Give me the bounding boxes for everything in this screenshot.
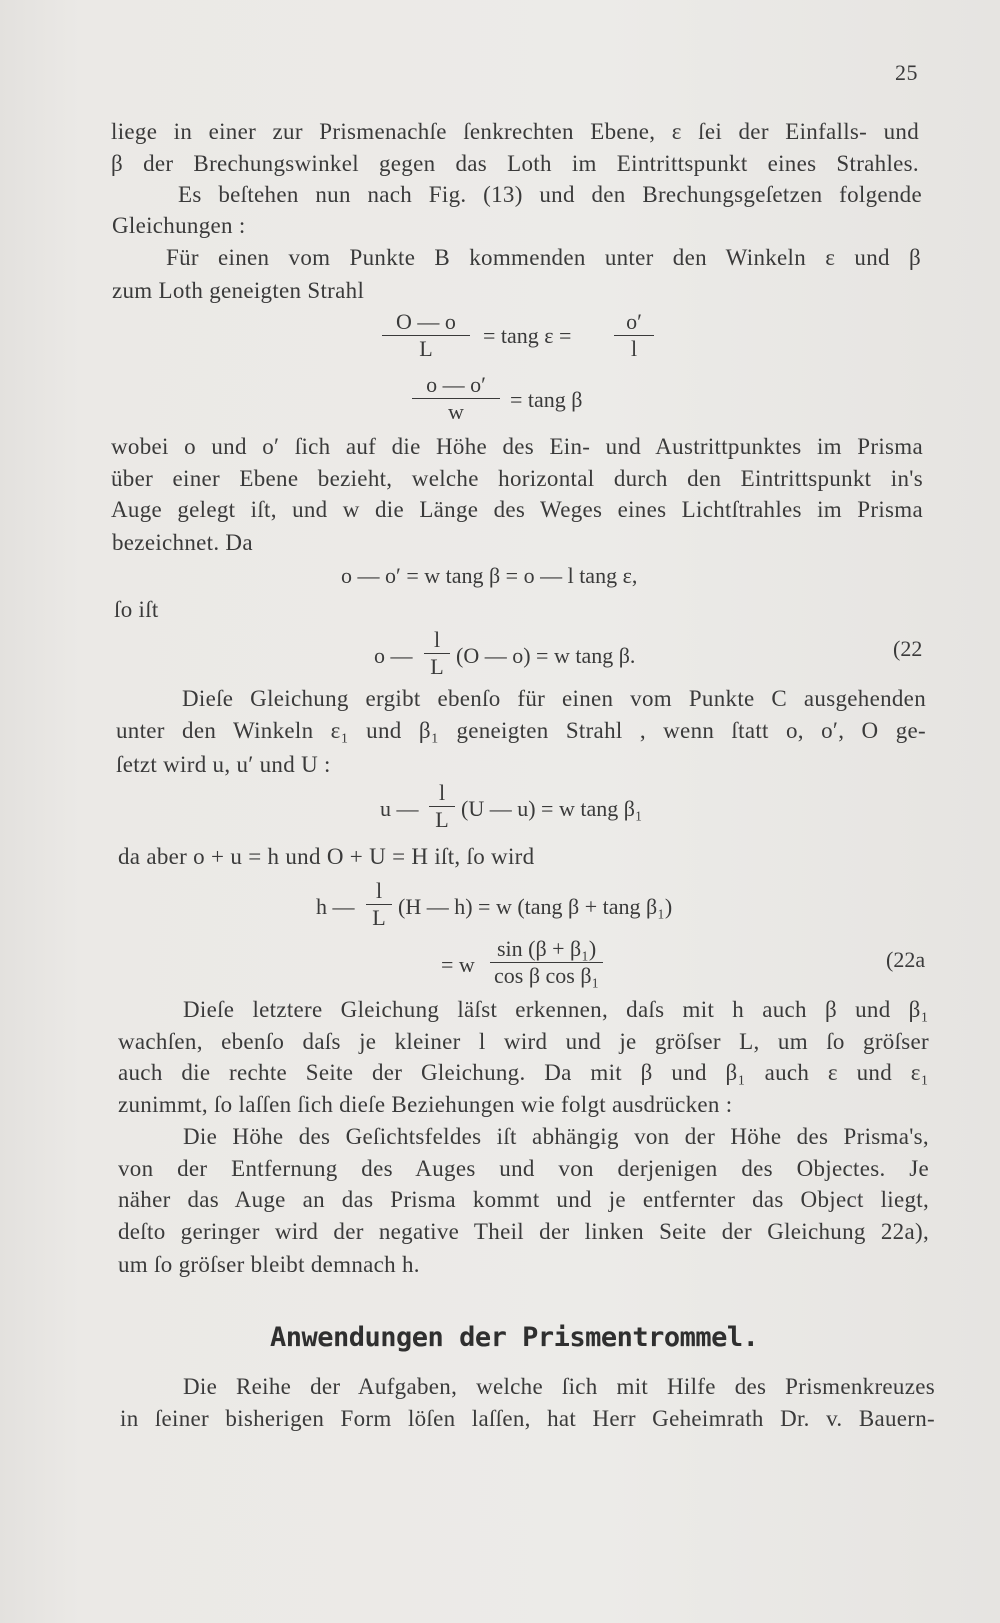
fraction-O-minus-o-over-L: [382, 309, 470, 362]
equation-text: h —: [316, 894, 355, 919]
text-line: Dieſe letztere Gleichung läſst erkennen, daſs mit h auch β und β₁: [183, 997, 929, 1022]
numerator: o — o′: [426, 372, 486, 397]
numerator: o′: [626, 309, 642, 334]
numerator: sin (β + β₁): [496, 936, 597, 961]
text-line: auch die rechte Seite der Gleichung. Da mit β und β₁ auch ε und ε₁: [118, 1060, 929, 1085]
text-line: Dieſe Gleichung ergibt ebenſo für einen vom Punkte C ausgehenden: [182, 686, 926, 711]
equation-text: = tang ε =: [483, 323, 572, 348]
denominator: L: [382, 335, 470, 362]
text-line: zunimmt, ſo laſſen ſich dieſe Beziehungen wie folgt ausdrücken :: [118, 1092, 733, 1117]
denominator: cos β cos β₁: [490, 962, 603, 989]
text-line: von der Entfernung des Auges und von derjenigen des Objectes. Je: [118, 1156, 929, 1181]
denominator: w: [412, 398, 500, 425]
equation-text: = tang β: [510, 387, 583, 412]
text-line: Die Höhe des Geſichtsfeldes iſt abhängig von der Höhe des Prisma's,: [183, 1124, 929, 1149]
text-line: Auge gelegt iſt, und w die Länge des Weges eines Lichtſtrahles im Prisma: [111, 497, 923, 522]
fraction-sin-over-cos: [490, 936, 603, 989]
fraction-o-prime-over-l: [614, 309, 654, 362]
text-line: deſto geringer wird der negative Theil der linken Seite der Gleichung 22a),: [118, 1219, 929, 1244]
text-line: Für einen vom Punkte B kommenden unter den Winkeln ε und β: [166, 245, 921, 270]
text-line: ſetzt wird u, u′ und U :: [116, 752, 331, 777]
text-line: Gleichungen :: [112, 213, 246, 238]
text-line: näher das Auge an das Prisma kommt und je entfernter das Object liegt,: [118, 1187, 929, 1212]
text-line: in ſeiner bisherigen Form löſen laſſen, hat Herr Geheimrath Dr. v. Bauern-: [120, 1406, 935, 1431]
text-line: über einer Ebene bezieht, welche horizontal durch den Eintrittspunkt in's: [111, 466, 923, 491]
numerator: O — o: [396, 309, 456, 334]
equation-text: (U — u) = w tang β₁: [461, 796, 643, 821]
equation-text: o —: [374, 643, 413, 668]
text-line: β der Brechungswinkel gegen das Loth im Eintrittspunkt eines Strahles.: [111, 151, 919, 176]
denominator: L: [424, 653, 450, 680]
equation-text: (O — o) = w tang β.: [456, 643, 636, 668]
text-line: da aber o + u = h und O + U = H iſt, ſo wird: [118, 844, 535, 869]
text-line: wachſen, ebenſo daſs je kleiner l wird und je gröſser L, um ſo gröſser: [118, 1029, 929, 1054]
numerator: l: [433, 627, 441, 652]
denominator: l: [614, 335, 654, 362]
equation-number: (22: [893, 636, 923, 661]
fraction-l-over-L: [424, 627, 450, 680]
equation-text: = w: [441, 952, 475, 977]
text-line: ſo iſt: [114, 597, 159, 622]
text-line: wobei o und o′ ſich auf die Höhe des Ein- und Austrittpunktes im Prisma: [111, 434, 923, 459]
text-line: unter den Winkeln ε₁ und β₁ geneigten Strahl , wenn ſtatt o, o′, O ge-: [116, 718, 926, 743]
page-number: 25: [895, 60, 918, 85]
fraction-l-over-L: [366, 878, 392, 931]
equation-text: (H — h) = w (tang β + tang β₁): [398, 894, 673, 919]
denominator: L: [429, 806, 455, 833]
fraction-o-minus-o-prime-over-w: [412, 372, 500, 425]
text-line: Es beſtehen nun nach Fig. (13) und den Brechungsgeſetzen folgende: [178, 182, 922, 207]
section-heading: Anwendungen der Prismentrommel.: [270, 1322, 759, 1353]
numerator: l: [375, 878, 383, 903]
equation-text: u —: [380, 796, 419, 821]
text-line: bezeichnet. Da: [112, 530, 253, 555]
text-line: zum Loth geneigten Strahl: [112, 278, 365, 303]
text-line: liege in einer zur Prismenachſe ſenkrechten Ebene, ε ſei der Einfalls- und: [111, 119, 919, 144]
denominator: L: [366, 904, 392, 931]
numerator: l: [438, 780, 446, 805]
equation-number: (22a: [886, 947, 926, 972]
equation-3: o — o′ = w tang β = o — l tang ε,: [341, 563, 638, 588]
fraction-l-over-L: [429, 780, 455, 833]
text-line: um ſo gröſser bleibt demnach h.: [118, 1252, 420, 1277]
text-line: Die Reihe der Aufgaben, welche ſich mit Hilfe des Prismenkreuzes: [183, 1374, 935, 1399]
